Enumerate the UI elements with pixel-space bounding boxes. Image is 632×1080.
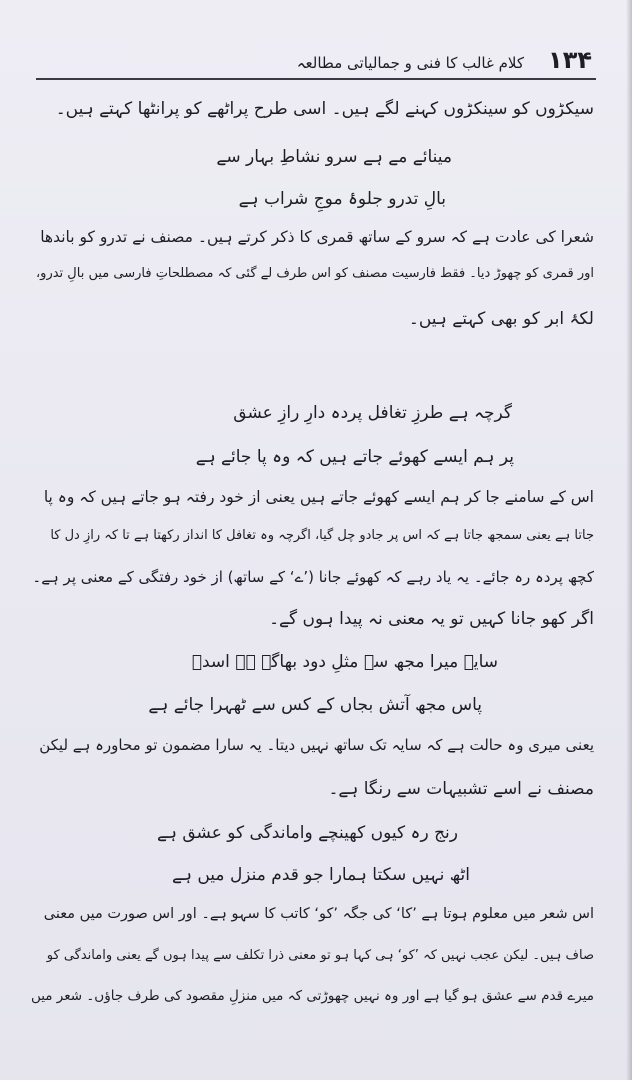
prose-line: صاف ہیں۔ لیکن عجب نہیں کہ ’کو‘ ہی کہا ہو تو معنی ذرا تکلف سے پیدا ہوں گے یعنی واماندگی کو (46, 948, 594, 963)
page-number: ۱۳۴ (548, 46, 592, 74)
prose-line: یعنی میری وہ حالت ہے کہ سایہ تک ساتھ نہیں دیتا۔ یہ سارا مضمون تو محاورہ ہے لیکن (39, 736, 594, 754)
prose-line: مصنف نے اسے تشبیہات سے رنگا ہے۔ (328, 779, 594, 799)
verse-line: سایہ میرا مجھ سے مثلِ دود بھاگے ہے اسدؔ (191, 652, 498, 672)
prose-line: اس کے سامنے جا کر ہم ایسے کھوئے جاتے ہیں یعنی از خود رفتہ ہو جاتے ہیں کہ وہ پا (43, 488, 594, 506)
prose-line: میرے قدم سے عشق ہو گیا ہے اور وہ نہیں چھوڑتی کہ میں منزلِ مقصود کی طرف جاؤں۔ شعر میں (30, 988, 594, 1004)
running-head: کلام غالب کا فنی و جمالیاتی مطالعہ (296, 54, 524, 72)
prose-line: اور قمری کو چھوڑ دیا۔ فقط فارسیت مصنف کو اس طرف لے گئی کہ مصطلحاتِ فارسی میں بالِ تدرو، (35, 266, 594, 281)
prose-line: سیکڑوں کو سینکڑوں کہنے لگے ہیں۔ اسی طرح پراٹھے کو پرانٹھا کہتے ہیں۔ (55, 99, 594, 119)
page-edge-shadow (626, 0, 632, 1080)
verse-line: مینائے مے ہے سرو نشاطِ بہار سے (216, 147, 452, 167)
header-rule (36, 78, 596, 80)
verse-line: اٹھ نہیں سکتا ہمارا جو قدم منزل میں ہے (172, 865, 470, 885)
prose-line: اس شعر میں معلوم ہوتا ہے ’کا‘ کی جگہ ’کو‘ کاتب کا سہو ہے۔ اور اس صورت میں معنی (43, 906, 594, 922)
prose-line: کچھ پردہ رہ جائے۔ یہ یاد رہے کہ کھوئے جانا (’ے‘ کے ساتھ) از خود رفتگی کے معنی پر ہے۔ (32, 568, 594, 586)
verse-line: رنج رہ کیوں کھینچے واماندگی کو عشق ہے (157, 823, 458, 843)
verse-line: بالِ تدرو جلوۂ موجِ شراب ہے (238, 189, 446, 209)
prose-line: لکۂ ابر کو بھی کہتے ہیں۔ (408, 309, 594, 329)
prose-line: اگر کھو جانا کہیں تو یہ معنی نہ پیدا ہوں گے۔ (269, 609, 594, 629)
verse-line: پاس مجھ آتش بجاں کے کس سے ٹھہرا جائے ہے (148, 695, 482, 715)
verse-line: پر ہم ایسے کھوئے جاتے ہیں کہ وہ پا جائے ہے (195, 447, 514, 467)
verse-line: گرچہ ہے طرزِ تغافل پردہ دارِ رازِ عشق (233, 403, 512, 423)
prose-line: شعرا کی عادت ہے کہ سرو کے ساتھ قمری کا ذکر کرتے ہیں۔ مصنف نے تدرو کو باندھا (40, 228, 594, 246)
prose-line: جاتا ہے یعنی سمجھ جاتا ہے کہ اس پر جادو چل گیا، اگرچہ وہ تغافل کا انداز رکھتا ہے تا کہ رازِ دل کا (50, 528, 594, 543)
page-header (0, 46, 632, 80)
